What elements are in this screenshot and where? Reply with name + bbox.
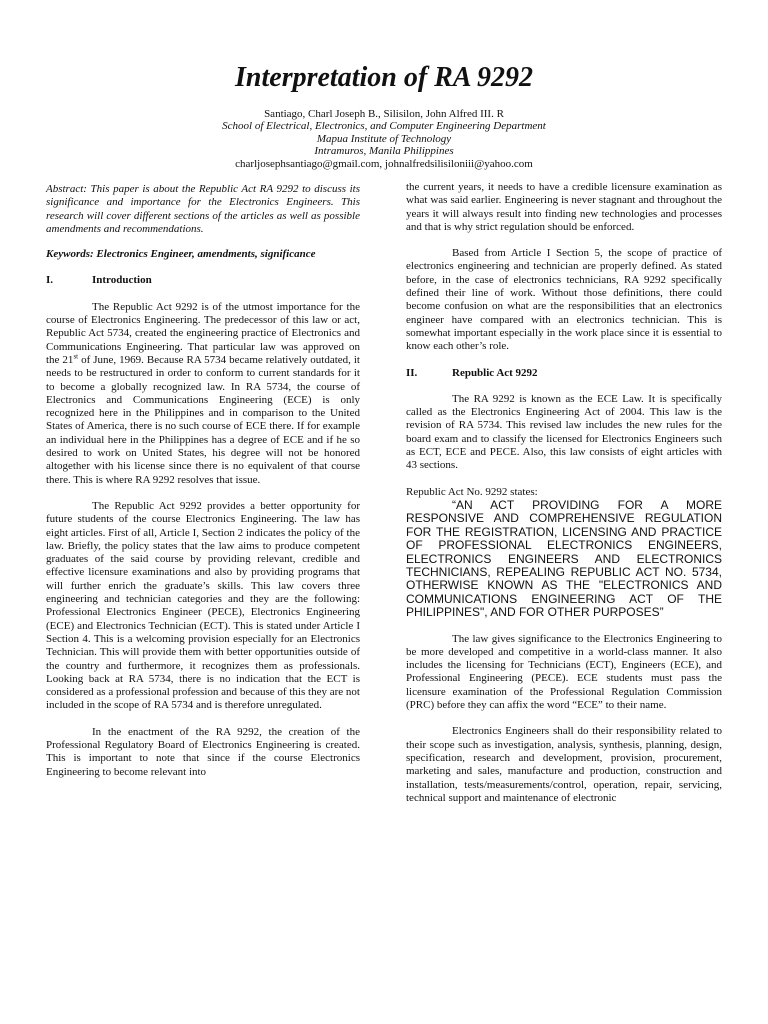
author-block <box>0 108 768 170</box>
section-heading-introduction <box>46 274 360 287</box>
paragraph <box>46 301 360 487</box>
author-names: Santiago, Charl Joseph B., Silisilon, John Alfred III. R <box>264 108 504 120</box>
superscript: st <box>73 352 79 361</box>
author-department: School of Electrical, Electronics, and Computer Engineering Department <box>222 120 546 133</box>
paragraph: the current years, it needs to have a credible licensure examination as what was said earlier. Engineering is never stagnant and throughout the years it will always result into finding new technologies and processes and that is why strict regulation should be enforced. <box>406 181 722 233</box>
author-institute: Mapua Institute of Technology <box>316 132 452 145</box>
paragraph: The Republic Act 9292 provides a better opportunity for future students of the course Electronics Engineering. The law has eight articles. First of all, Article I, Section 2 indicates the policy of the law. Briefly, the policy states that the law aims to produce competent graduates of the said course by providing relevant, credible and effective licensure examinations and also by providing programs that will further enrich the graduate’s skills. This law covers three engineering and technician categories and they are the following: Professional Electronics Engineer (PECE), Electronics Engineering (ECE) and Electronics Technician (ECT). This is stated under Article I Section 4. This is a welcoming provision especially for an Electronics Technician. This will provide them with better opportunities outside of the country and furthermore, it recognizes them as professionals. Looking back at RA 5734, there is no indication that the ECT is considered as a professional profession and because of this they are not included in the scope of RA 5734 and is therefore unregulated. <box>46 499 360 712</box>
paragraph: The RA 9292 is known as the ECE Law. It is specifically called as the Electronics Engineering Act of 2004. This law is the revision of RA 5734. This revised law includes the new rules for the board exam and to classify the licensed for Electronics Engineers such as ECT, ECE and PECE. Also, this law consists of eight articles with 43 sections. <box>406 392 722 472</box>
section-heading-republic-act <box>406 367 722 380</box>
section-number: II. <box>406 366 418 379</box>
paragraph: Based from Article I Section 5, the scope of practice of electronics engineering and technician are properly defined. As stated before, in the case of electronics technicians, RA 9292 specifically defined their line of work. Without those definitions, there could become confusion on what are the responsibilities that an electronics engineer have compared with an electronics technician. This is somewhat important especially in the work place since it is essential to know each other’s role. <box>406 247 722 353</box>
paper-title: Interpretation of RA 9292 <box>235 62 533 93</box>
author-emails: charljosephsantiago@gmail.com, johnalfredsilisiloniii@yahoo.com <box>235 157 533 170</box>
keywords: Keywords: Electronics Engineer, amendments, significance <box>46 248 316 261</box>
paragraph-text: The Republic Act 9292 is of the utmost importance for the course of Electronics Engineering. The predecessor of this law or act, Republic Act 5734, created the engineering practice of Electronics and Communications Engineering. That particular law was approved on the 21 <box>46 300 360 366</box>
paragraph: Electronics Engineers shall do their responsibility related to their scope such as investigation, analysis, synthesis, planning, design, specification, research and development, provision, procurement, marketing and sales, manufacture and production, construction and installation, tests/measurements/control, operation, repair, servicing, technical support and maintenance of electronic <box>406 725 722 804</box>
right-column <box>406 181 722 805</box>
left-column <box>46 183 360 779</box>
paragraph-text: of June, 1969. Because RA 5734 became relatively outdated, it needs to be restructured in order to conform to current standards for it to become a globally recognized law. In RA 5734, the course of Electronics and Communications Engineering (ECE) is only recognized here in the Philippines and in comparison to the United States of America, there is no such course of ECE there. If for example an individual here in the Philippines has a degree of ECE and if he so desired to work on United States, his degree will not be honored altogether with his license since there is no equivalent of that course there. This is where RA 9292 resolves that issue. <box>46 353 360 486</box>
paragraph: In the enactment of the RA 9292, the creation of the Professional Regulatory Board of Electronics Engineering is created. This is important to note that since if the course Electronics Engineering to become relevant into <box>46 725 360 778</box>
quote-intro: Republic Act No. 9292 states: <box>406 485 538 498</box>
section-title: Republic Act 9292 <box>452 366 538 379</box>
paragraph: The law gives significance to the Electronics Engineering to be more developed and competitive in a world-class manner. It also includes the licensing for Technicians (ECT), Engineers (ECE), and Professional Engineering (PECE). ECE students must pass the licensure examination of the Professional Regulation Commission (PRC) before they can affix the word “ECE” to their name. <box>406 632 722 712</box>
section-title: Introduction <box>92 274 152 287</box>
author-location: Intramuros, Manila Philippines <box>314 145 454 158</box>
quote-text: “AN ACT PROVIDING FOR A MORE RESPONSIVE AND COMPREHENSIVE REGULATION FOR THE REGISTRATION, LICENSING AND PRACTICE OF PROFESSIONAL ELECTRONICS ENGINEERS, ELECTRONICS ENGINEERS AND ELECTRONICS TECHNICIANS, REPEALING REPUBLIC ACT NO. 5734, OTHERWISE KNOWN AS THE "ELECTRONICS AND COMMUNICATIONS ENGINEERING ACT OF THE PHILIPPINES", AND FOR OTHER PURPOSES” <box>406 497 722 620</box>
abstract: Abstract: This paper is about the Republic Act RA 9292 to discuss its significance and importance for the Electronics Engineers. This research will cover different sections of the articles as well as possible amendments and recommendations. <box>46 183 360 235</box>
section-number: I. <box>46 274 54 287</box>
